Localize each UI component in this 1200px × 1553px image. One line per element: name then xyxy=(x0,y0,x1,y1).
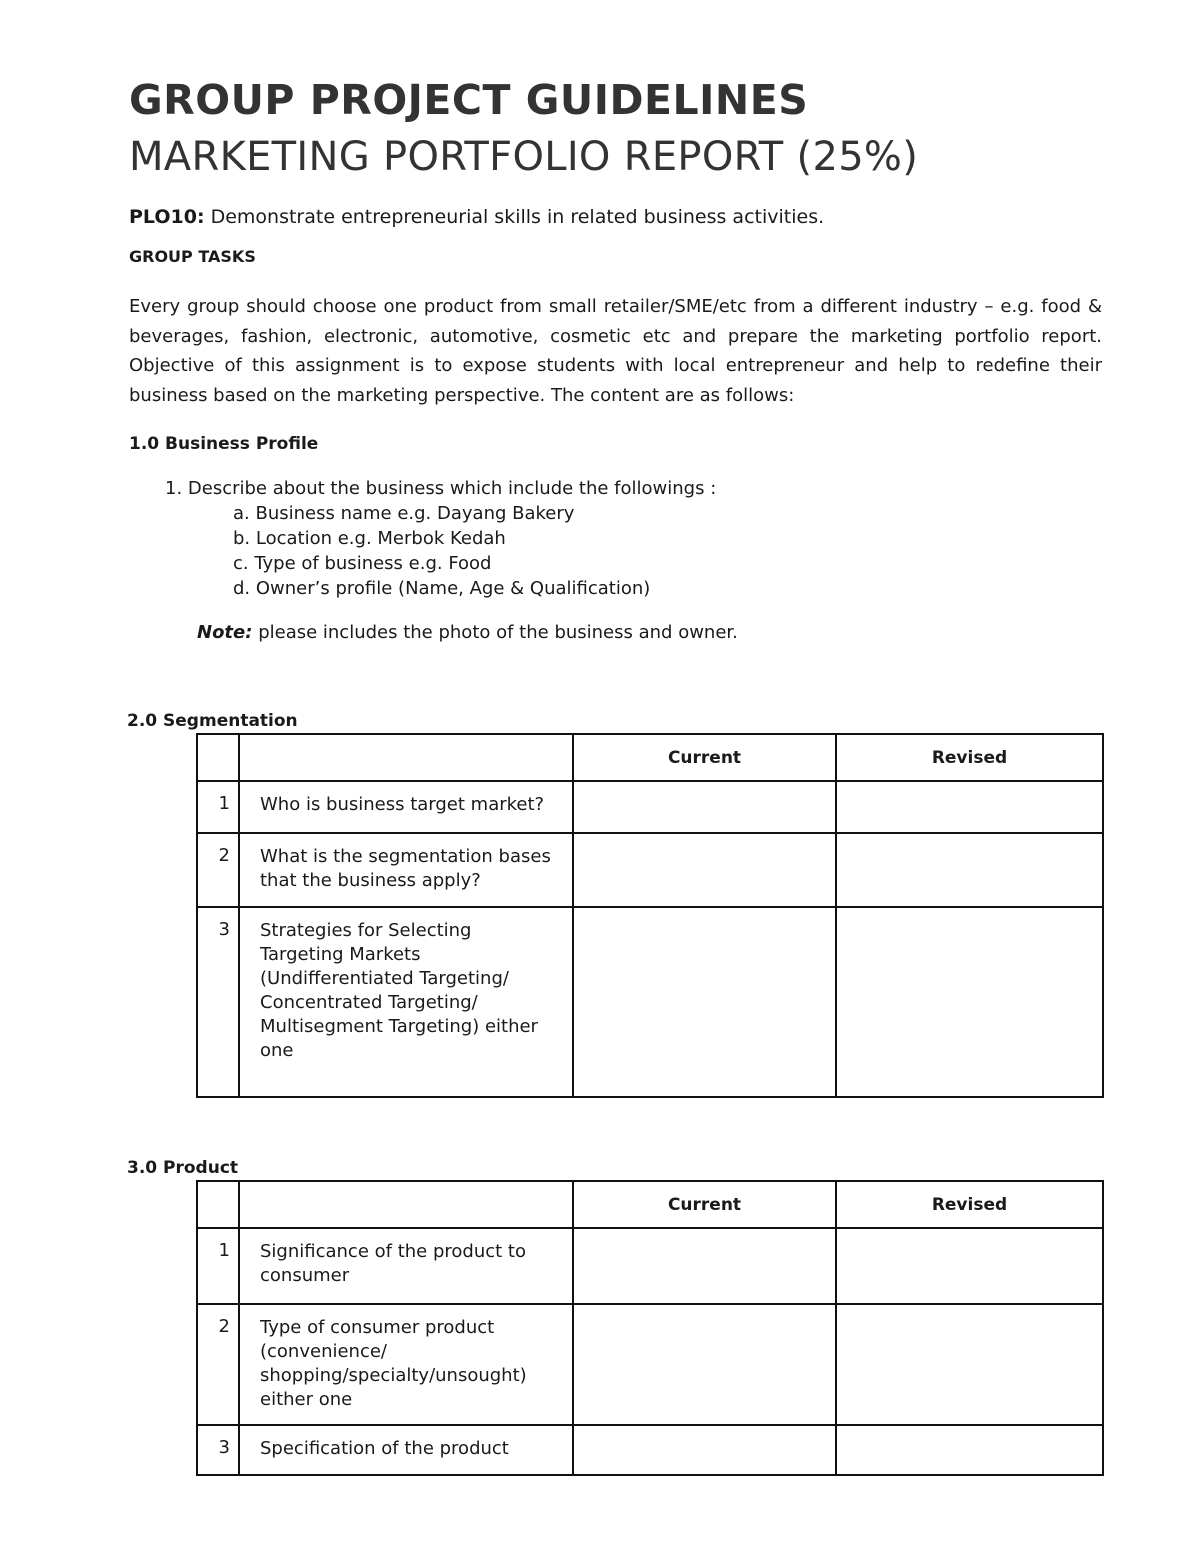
revised-input-cell[interactable] xyxy=(836,781,1103,833)
note-text: please includes the photo of the business and owner. xyxy=(258,622,738,643)
intro-paragraph: Every group should choose one product from small retailer/SME/etc from a different industry – e.g. food & beverages, fashion, electronic, automotive, cosmetic etc and prepare the marketing portfolio report. Objective of this assignment is to expose students with local entrepreneur and help to redefine their business based on the marketing perspective. The content are as follows: xyxy=(129,296,1102,406)
plo-text: Demonstrate entrepreneurial skills in related business activities. xyxy=(210,206,825,228)
header-current: Current xyxy=(573,734,836,781)
row-number: 1 xyxy=(197,1228,239,1304)
subitem-location: b. Location e.g. Merbok Kedah xyxy=(233,528,506,549)
document-subtitle: MARKETING PORTFOLIO REPORT (25%) xyxy=(129,134,919,180)
current-input-cell[interactable] xyxy=(573,1304,836,1425)
header-cell-empty xyxy=(197,734,239,781)
header-revised: Revised xyxy=(836,734,1103,781)
section-segmentation-heading: 2.0 Segmentation xyxy=(127,711,298,731)
note-label: Note: xyxy=(197,622,253,643)
row-number: 3 xyxy=(197,907,239,1097)
row-number: 1 xyxy=(197,781,239,833)
row-number: 2 xyxy=(197,1304,239,1425)
revised-input-cell[interactable] xyxy=(836,1228,1103,1304)
subitem-owner-profile: d. Owner’s profile (Name, Age & Qualification) xyxy=(233,578,651,599)
section-product-heading: 3.0 Product xyxy=(127,1158,239,1178)
revised-input-cell[interactable] xyxy=(836,907,1103,1097)
revised-input-cell[interactable] xyxy=(836,833,1103,907)
revised-input-cell[interactable] xyxy=(836,1304,1103,1425)
row-question: Significance of the product to consumer xyxy=(239,1228,573,1304)
row-question: Type of consumer product (convenience/ shopping/specialty/unsought) either one xyxy=(239,1304,573,1425)
table-header-row xyxy=(197,734,1103,781)
table-row xyxy=(197,907,1103,1097)
product-table xyxy=(196,1180,1104,1476)
table-row xyxy=(197,781,1103,833)
header-cell-empty xyxy=(197,1181,239,1228)
plo-statement xyxy=(129,206,824,228)
subitem-business-name: a. Business name e.g. Dayang Bakery xyxy=(233,503,575,524)
table-row xyxy=(197,1228,1103,1304)
segmentation-table xyxy=(196,733,1104,1098)
subitem-business-type: c. Type of business e.g. Food xyxy=(233,553,492,574)
business-profile-item: 1. Describe about the business which include the followings : xyxy=(165,478,717,499)
table-row xyxy=(197,1304,1103,1425)
table-row xyxy=(197,1425,1103,1475)
table-row xyxy=(197,833,1103,907)
row-number: 3 xyxy=(197,1425,239,1475)
header-cell-empty xyxy=(239,734,573,781)
group-tasks-heading: GROUP TASKS xyxy=(129,247,256,266)
header-current: Current xyxy=(573,1181,836,1228)
document-title: GROUP PROJECT GUIDELINES xyxy=(129,76,809,124)
section-business-profile-heading: 1.0 Business Profile xyxy=(129,434,319,454)
current-input-cell[interactable] xyxy=(573,907,836,1097)
row-question: Strategies for Selecting Targeting Markets (Undifferentiated Targeting/ Concentrated Targeting/ Multisegment Targeting) either one xyxy=(239,907,573,1097)
table-header-row xyxy=(197,1181,1103,1228)
row-question: What is the segmentation bases that the business apply? xyxy=(239,833,573,907)
current-input-cell[interactable] xyxy=(573,833,836,907)
current-input-cell[interactable] xyxy=(573,1228,836,1304)
current-input-cell[interactable] xyxy=(573,1425,836,1475)
plo-label: PLO10: xyxy=(129,206,205,228)
header-cell-empty xyxy=(239,1181,573,1228)
revised-input-cell[interactable] xyxy=(836,1425,1103,1475)
note xyxy=(197,622,738,643)
row-question: Who is business target market? xyxy=(239,781,573,833)
header-revised: Revised xyxy=(836,1181,1103,1228)
row-question: Specification of the product xyxy=(239,1425,573,1475)
row-number: 2 xyxy=(197,833,239,907)
current-input-cell[interactable] xyxy=(573,781,836,833)
